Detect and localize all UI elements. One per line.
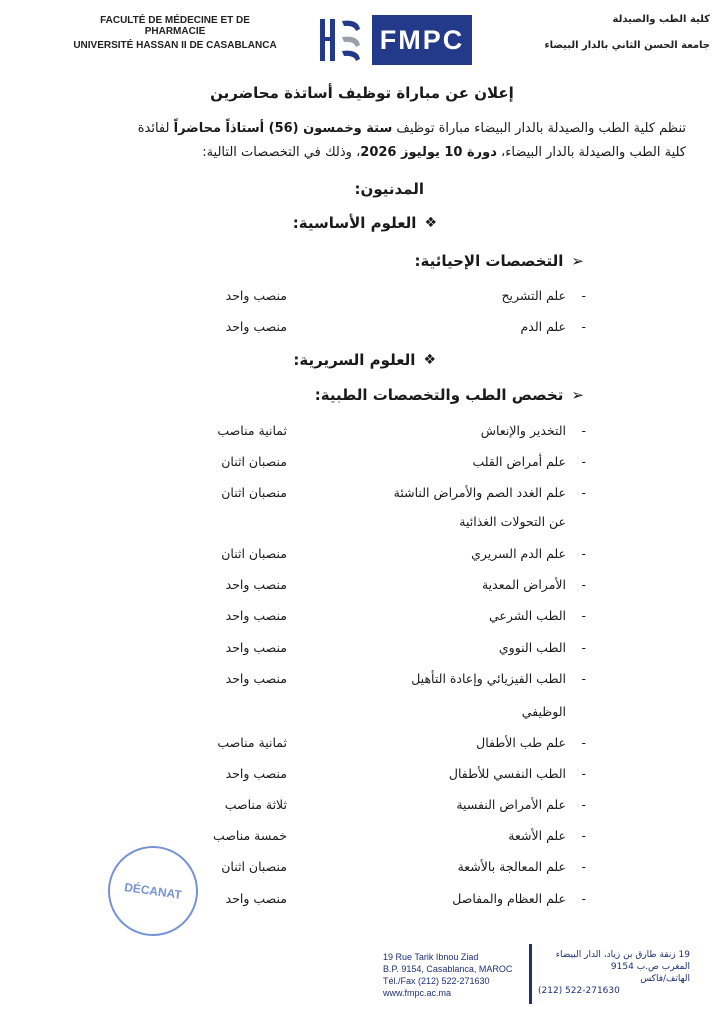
list-item — [0, 608, 724, 630]
footer-bp-ar: المغرب ص.ب 9154 — [610, 962, 690, 972]
logo-wordmark: FMPC — [372, 15, 472, 65]
list-item — [0, 546, 724, 568]
intro-line-2 — [26, 141, 686, 165]
specialty-name: الطب النفسي للأطفال — [448, 766, 566, 781]
list-dash: - — [581, 828, 586, 843]
footer-website-link[interactable]: www.fmpc.ac.ma — [383, 988, 452, 998]
position-count: منصب واحد — [225, 671, 287, 686]
list-item — [0, 423, 724, 445]
position-count: منصب واحد — [225, 640, 287, 655]
medical-specialties-label: تخصص الطب والتخصصات الطبية: — [314, 386, 564, 404]
list-dash: - — [581, 766, 586, 781]
footer-bp-fr: B.P. 9154, Casablanca, MAROC — [383, 964, 513, 974]
position-count: منصبان اثنان — [221, 454, 287, 469]
specialty-name: علم الغدد الصم والأمراض الناشئة — [393, 485, 566, 500]
specialty-name: علم الدم السريري — [471, 546, 566, 561]
position-count: ثمانية مناصب — [217, 423, 287, 438]
footer-address-ar — [538, 949, 690, 997]
footer-address-fr — [383, 951, 523, 999]
specialty-name: علم الدم — [520, 319, 566, 334]
specialty-name: علم الأمراض النفسية — [456, 797, 566, 812]
list-dash: - — [581, 891, 586, 906]
arrow-check-bullet-icon: ➢ — [571, 252, 584, 270]
decanat-stamp — [102, 840, 204, 942]
position-count: خمسة مناصب — [213, 828, 287, 843]
basic-sciences-heading — [293, 214, 437, 232]
position-count: منصب واحد — [225, 577, 287, 592]
position-count: منصبان اثنان — [221, 859, 287, 874]
list-item — [0, 485, 724, 507]
diamond-bullet-icon: ❖ — [424, 215, 437, 231]
specialty-continuation: عن التحولات الغذائية — [459, 514, 566, 529]
medical-specialties-heading — [315, 386, 584, 404]
intro-text-3: كلية الطب والصيدلة بالدار البيضاء، — [496, 145, 686, 160]
list-item — [0, 859, 724, 881]
list-dash: - — [581, 546, 586, 561]
list-dash: - — [581, 608, 586, 623]
diamond-bullet-icon: ❖ — [423, 352, 436, 368]
list-item — [0, 577, 724, 599]
list-dash: - — [581, 640, 586, 655]
specialty-continuation: الوظيفي — [521, 704, 566, 719]
intro-bold-1: ستة وخمسون (56) أستاذاً محاضراً — [173, 121, 393, 136]
list-dash: - — [581, 423, 586, 438]
list-item — [0, 735, 724, 757]
position-count: منصب واحد — [225, 766, 287, 781]
list-item — [0, 766, 724, 788]
list-dash: - — [581, 288, 586, 303]
logo-emblem-icon — [318, 15, 366, 65]
list-item — [0, 319, 724, 341]
footer-tel-ar: الهاتف/فاكس — [640, 974, 690, 984]
specialty-name: علم العظام والمفاصل — [452, 891, 566, 906]
specialty-name: علم طب الأطفال — [476, 735, 566, 750]
list-item — [0, 671, 724, 693]
clinical-sciences-label: العلوم السريرية: — [293, 351, 416, 369]
list-item — [0, 640, 724, 662]
footer-divider — [529, 944, 532, 1004]
list-dash: - — [581, 319, 586, 334]
arrow-check-bullet-icon: ➢ — [571, 386, 584, 404]
position-count: منصب واحد — [225, 288, 287, 303]
position-count: ثمانية مناصب — [217, 735, 287, 750]
specialty-name: علم التشريح — [501, 288, 566, 303]
list-dash: - — [581, 454, 586, 469]
position-count: منصب واحد — [225, 319, 287, 334]
list-dash: - — [581, 797, 586, 812]
specialty-name: التخدير والإنعاش — [480, 423, 566, 438]
university-name-ar: جامعة الحسن الثاني بالدار البيضاء — [544, 40, 710, 51]
position-count: منصب واحد — [225, 608, 287, 623]
specialty-name: علم المعالجة بالأشعة — [457, 859, 566, 874]
position-count: ثلاثة مناصب — [224, 797, 287, 812]
specialty-name: علم الأشعة — [508, 828, 566, 843]
faculty-name-ar: كلية الطب والصيدلة — [612, 14, 710, 25]
stamp-label: DÉCANAT — [123, 880, 183, 902]
specialty-name: الطب الفيزيائي وإعادة التأهيل — [411, 671, 566, 686]
specialty-name: الطب النووي — [498, 640, 566, 655]
footer-tel-fr: Tél./Fax (212) 522-271630 — [383, 976, 490, 986]
list-dash: - — [581, 671, 586, 686]
fmpc-logo — [318, 15, 474, 65]
university-name-fr: UNIVERSITÉ HASSAN II DE CASABLANCA — [73, 40, 277, 51]
announcement-title: إعلان عن مباراة توظيف أساتذة محاضرين — [210, 84, 514, 102]
intro-line-1 — [26, 117, 686, 141]
specialty-name: الأمراض المعدية — [481, 577, 566, 592]
faculty-name-fr: FACULTÉ DE MÉDECINE ET DE PHARMACIE — [100, 15, 250, 37]
list-dash: - — [581, 577, 586, 592]
intro-text-2: لفائدة — [137, 121, 174, 136]
list-dash: - — [581, 485, 586, 500]
list-item — [0, 288, 724, 310]
position-count: منصبان اثنان — [221, 546, 287, 561]
biological-specialties-label: التخصصات الإحيائية: — [414, 252, 564, 270]
list-dash: - — [581, 735, 586, 750]
clinical-sciences-heading — [293, 351, 436, 369]
basic-sciences-label: العلوم الأساسية: — [292, 214, 417, 232]
position-count: منصبان اثنان — [221, 485, 287, 500]
list-dash: - — [581, 859, 586, 874]
intro-text-1: تنظم كلية الطب والصيدلة بالدار البيضاء مباراة توظيف — [392, 121, 686, 136]
intro-text-4: ، وذلك في التخصصات التالية: — [202, 145, 361, 160]
biological-specialties-heading — [414, 252, 584, 270]
footer-phone-ar: (212) 522-271630 — [538, 986, 620, 996]
position-count: منصب واحد — [225, 891, 287, 906]
list-item — [0, 454, 724, 476]
footer-street-fr: 19 Rue Tarik Ibnou Ziad — [383, 952, 479, 962]
list-item — [0, 828, 724, 850]
specialty-name: الطب الشرعي — [489, 608, 566, 623]
intro-paragraph — [26, 117, 686, 165]
intro-bold-2: دورة 10 يوليوز 2026 — [360, 145, 497, 160]
civilians-label: المدنيون: — [354, 180, 424, 198]
footer-street-ar: 19 زنقة طارق بن زياد، الدار البيضاء — [555, 950, 690, 960]
list-item — [0, 797, 724, 819]
specialty-name: علم أمراض القلب — [472, 454, 566, 469]
